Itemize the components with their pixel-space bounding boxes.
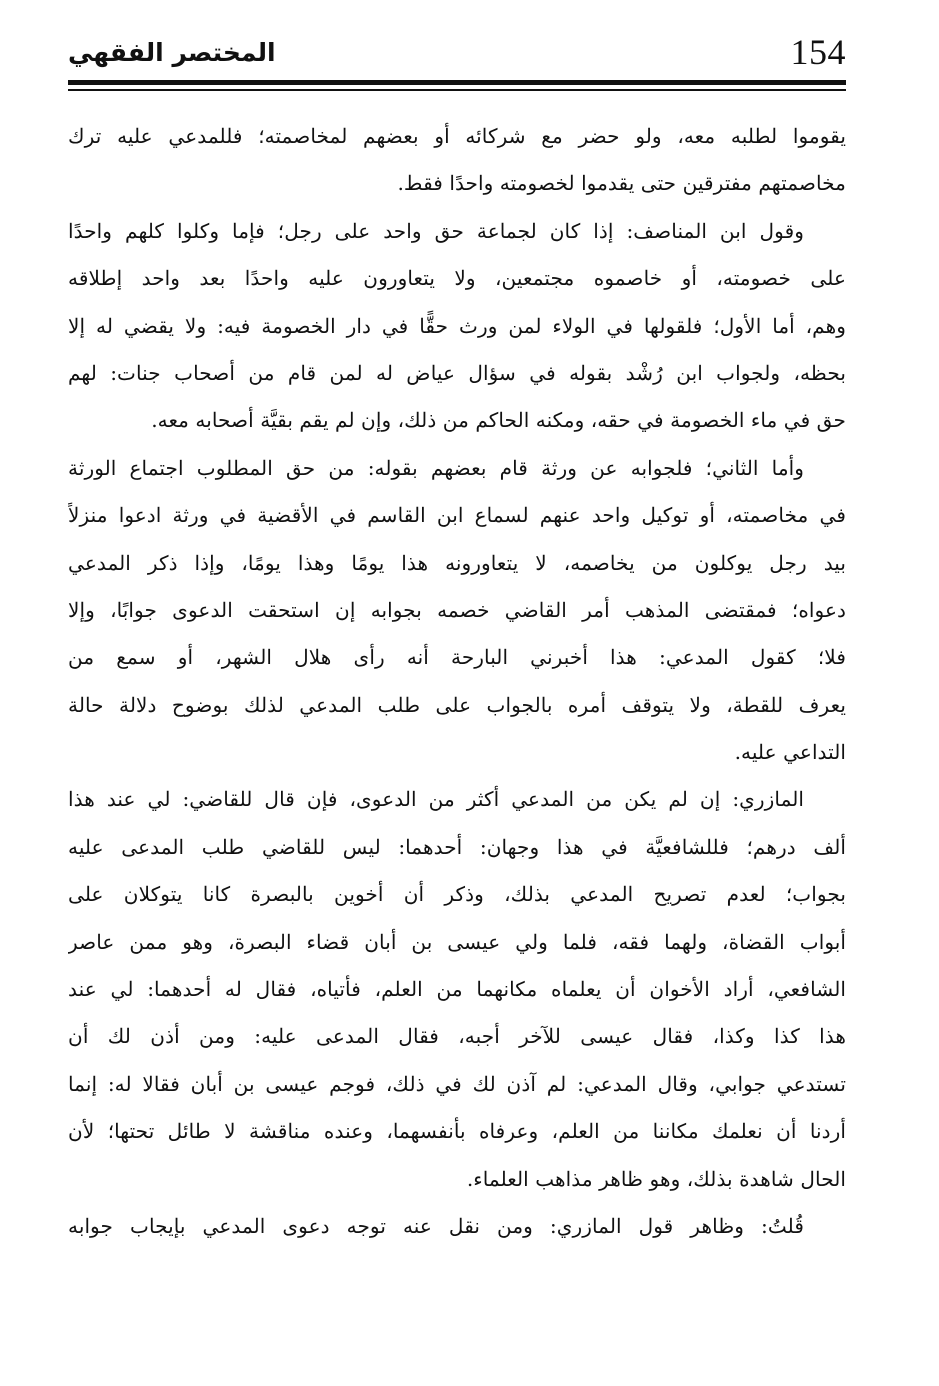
text-line: فلا؛ كقول المدعي: هذا أخبرني البارحة أنه رأى هلال الشهر، أو سمع من [68, 645, 846, 670]
text-line: مخاصمتهم مفترقين حتى يقدموا لخصومته واحدًا فقط. [397, 171, 846, 196]
text-line: بيد رجل يوكلون من يخاصمه، لا يتعاورونه هذا يومًا وهذا يومًا، وإذا ذكر المدعي [68, 550, 846, 575]
text-line: أردنا أن نعلمك مكاننا من العلم، وعرفاه بأنفسهما، وعنده مناقشة لا طائل تحتها؛ لأن [68, 1119, 846, 1144]
text-line: التداعي عليه. [734, 740, 846, 765]
text-line: بحظه، ولجواب ابن رُشْد بقوله في سؤال عياض له لمن قام من أصحاب جنات: لهم [68, 360, 846, 385]
text-line: يعرف للقطة، ولا يتوقف أمره بالجواب على طلب المدعي لذلك بوضوح دلالة حالة [68, 692, 846, 717]
running-title: المختصر الفقهي [68, 38, 276, 67]
body-text [68, 113, 846, 1250]
text-line: يقوموا لطلبه معه، ولو حضر مع شركائه أو بعضهم لمخاصمته؛ فللمدعي عليه ترك [68, 124, 846, 148]
text-line: حق في ماء الخصومة في حقه، ومكنه الحاكم من ذلك، وإن لم يقم بقيَّة أصحابه معه. [151, 408, 846, 433]
text-line: تستدعي جوابي، وقال المدعي: لم آذن لك في ذلك، فوجم عيسى بن أبان فقالا له: إنما [68, 1071, 846, 1096]
text-line: دعواه؛ فمقتضى المذهب أمر القاضي خصمه بجوابه إن استحقت الدعوى جوابًا، وإلا [68, 597, 846, 622]
text-line: على خصومته، أو خاصموه مجتمعين، ولا يتعاورون عليه واحدًا بعد واحد إطلاقه [68, 266, 846, 291]
text-line: أبواب القضاة، ولهما فقه، فلما ولي عيسى بن أبان قضاء البصرة، وهو ممن عاصر [68, 929, 846, 954]
text-line: في مخاصمته، أو توكيل واحد عنهم لسماع ابن القاسم في الأقضية في ورثة ادعوا منزلاً [68, 503, 846, 528]
page-header [68, 30, 846, 80]
text-line: المازري: إن لم يكن من المدعي أكثر من الدعوى، فإن قال للقاضي: لي عند هذا [68, 787, 804, 812]
text-line: وأما الثاني؛ فلجوابه عن ورثة قام بعضهم بقوله: من حق المطلوب اجتماع الورثة [68, 455, 804, 480]
text-line: ألف درهم؛ فللشافعيَّة في هذا وجهان: أحدهما: ليس للقاضي طلب المدعى عليه [68, 834, 846, 859]
header-rule-thick [68, 80, 846, 85]
text-line: وهم، أما الأول؛ فلقولها في الولاء لمن ورث حقًّا في دار الخصومة فيه: ولا يقضي له إلا [68, 313, 846, 338]
text-line: الحال شاهدة بذلك، وهو ظاهر مذاهب العلماء. [466, 1166, 846, 1191]
text-line: الشافعي، أراد الأخوان أن يعلماه مكانهما من العلم، فأتياه، فقال له أحدهما: لي عند [68, 977, 846, 1002]
text-line: هذا كذا وكذا، فقال عيسى للآخر أجبه، فقال المدعى عليه: ومن أذن لك أن [68, 1024, 846, 1049]
text-line: قُلتُ: وظاهر قول المازري: ومن نقل عنه توجه دعوى المدعي بإيجاب جوابه [68, 1213, 804, 1238]
page-number: 154 [790, 32, 846, 72]
text-line: بجواب؛ لعدم تصريح المدعي بذلك، وذكر أن أخوين بالبصرة كانا يتوكلان على [68, 882, 846, 907]
header-rule-thin [68, 89, 846, 91]
text-line: وقول ابن المناصف: إذا كان لجماعة حق واحد على رجل؛ فإما وكلوا كلهم واحدًا [68, 218, 804, 243]
